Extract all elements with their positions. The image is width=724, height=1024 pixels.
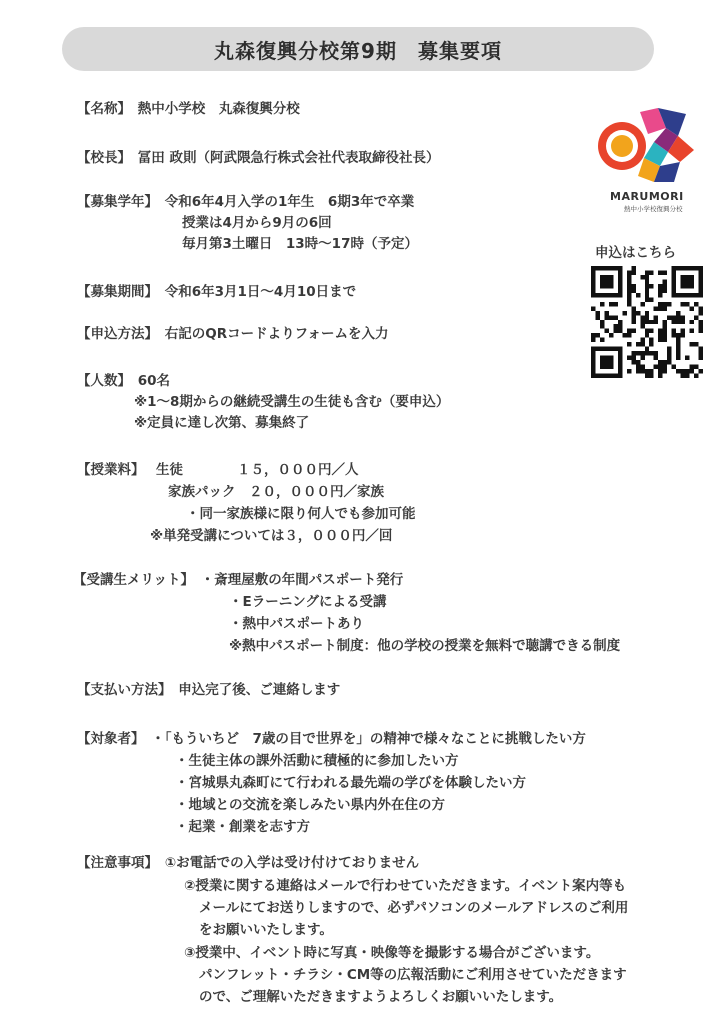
title-banner	[62, 27, 654, 71]
logo-wordmark: MARUMORI	[610, 190, 684, 203]
target-item: ・起業・創業を志す方	[175, 819, 310, 835]
notes-item: をお願いいたします。	[199, 922, 333, 938]
period-line: 【募集期間】 令和6年3月1日〜4月10日まで	[77, 284, 357, 300]
notes-line: 【注意事項】 ①お電話での入学は受け付けておりません	[77, 855, 420, 871]
notes-item: ③授業中、イベント時に写真・映像等を撮影する場合がございます。	[184, 945, 600, 961]
qr-caption: 申込はこちら	[595, 245, 676, 261]
target-line: 【対象者】 ・「もういちど 7歳の目で世界を」の精神で様々なことに挑戦したい方	[77, 731, 586, 747]
grade-line: 【募集学年】 令和6年4月入学の1年生 6期3年で卒業	[77, 194, 415, 210]
notes-item: ②授業に関する連絡はメールで行わせていただきます。イベント案内等も	[184, 878, 627, 894]
fee-line-family: 家族パック ２０，０００円／家族	[168, 484, 384, 500]
target-item: ・宮城県丸森町にて行われる最先端の学びを体験したい方	[175, 775, 526, 791]
notes-item: ので、ご理解いただきますようよろしくお願いいたします。	[199, 989, 563, 1005]
grade-line-2: 授業は4月から9月の6回	[182, 215, 332, 231]
capacity-note: ※定員に達し次第、募集終了	[134, 415, 310, 431]
payment-line: 【支払い方法】 申込完了後、ご連絡します	[77, 682, 341, 698]
fee-note: ※単発受講については３，０００円／回	[150, 528, 393, 544]
notes-item: メールにてお送りしますので、必ずパソコンのメールアドレスのご利用	[199, 900, 629, 916]
merit-line: 【受講生メリット】 ・斎理屋敷の年間パスポート発行	[73, 572, 404, 588]
capacity-line: 【人数】 60名	[77, 373, 171, 389]
fee-line: 【授業料】 生徒 １５，０００円／人	[77, 462, 359, 478]
method-line: 【申込方法】 右記のQRコードよりフォームを入力	[77, 326, 389, 342]
target-item: ・地域との交流を楽しみたい県内外在住の方	[175, 797, 445, 813]
logo-subtext: 熱中小学校復興分校	[624, 205, 683, 213]
fee-note: ・同一家族様に限り何人でも参加可能	[186, 506, 416, 522]
merit-note: ※熱中パスポート制度：他の学校の授業を無料で聴講できる制度	[229, 638, 621, 654]
grade-line-3: 毎月第3土曜日 13時〜17時（予定）	[182, 236, 418, 252]
capacity-note: ※1〜8期からの継続受講生の生徒も含む（要申込）	[134, 394, 450, 410]
principal-line: 【校長】 冨田 政則（阿武隈急行株式会社代表取締役社長）	[77, 150, 440, 166]
target-item: ・生徒主体の課外活動に積極的に参加したい方	[175, 753, 459, 769]
name-line: 【名称】 熱中小学校 丸森復興分校	[77, 101, 300, 117]
merit-item: ・熱中パスポートあり	[229, 616, 364, 632]
merit-item: ・Eラーニングによる受講	[229, 594, 387, 610]
notes-item: パンフレット・チラシ・CM等の広報活動にご利用させていただきます	[199, 967, 627, 983]
signup-qr-code[interactable]	[591, 266, 703, 378]
page-title: 丸森復興分校第9期 募集要項	[214, 38, 502, 63]
